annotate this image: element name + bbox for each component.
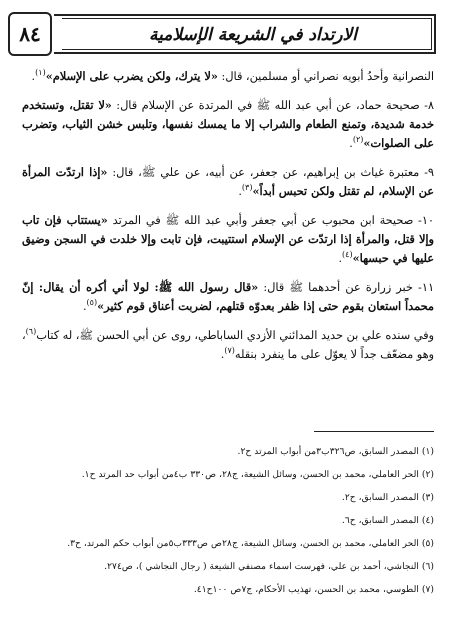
paragraph: ١٠- صحيحة ابن محبوب عن أبي جعفر وأبي عبد الله ﷺ في المرتد «يستتاب فإن تاب وإلا قتل، والمرأة إذا ارتدّت عن الإسلام استتيبت، فإن تابت وإلا خلدت في السجن وضيق عليها في حبسها»$^{(٤)}$. — [22, 213, 434, 265]
footnote-ref: (٧) — [224, 346, 235, 356]
footnote-separator — [314, 431, 434, 432]
footnote-ref: (٢) — [352, 135, 364, 145]
footnote: (٤) المصدر السابق، ح٦. — [341, 515, 434, 526]
footnote-ref: (٣) — [241, 183, 253, 193]
footnote-ref: (٥) — [86, 298, 98, 308]
body-text — [22, 67, 434, 364]
footnote-ref: (٦) — [25, 327, 37, 337]
page-header — [4, 8, 444, 62]
footnote: (٣) المصدر السابق، ح٢. — [341, 492, 434, 503]
running-title: الارتداد في الشريعة الإسلامية — [149, 25, 357, 45]
page-number: ٨٤ — [8, 12, 52, 56]
paragraph: ٩- معتبرة غياث بن إبراهيم، عن جعفر، عن أبيه، عن علي ﷺ، قال: «إذا ارتدّت المرأة عن الإسلام، لم تقتل ولكن تحبس أبداً»$^{(٣)}$. — [22, 165, 434, 198]
footnote: (٥) الحر العاملي، محمد بن الحسن، وسائل الشيعة، ج٢٨ص ص٣٣٣ب٥من أبواب حكم المرتد، ح٣. — [67, 538, 434, 549]
footnote: (٧) الطوسي، محمد بن الحسن، تهذيب الأحكام، ج٧ص ١٠٠ح٤١. — [193, 584, 434, 595]
paragraph: ١١- خبر زرارة عن أحدهما ﷺ قال: «قال رسول الله ﷺ: لولا أني أكره أن يقال: إنّ محمداً استعان بقوم حتى إذا ظفر بعدوّه قتلهم، لضربت أعناق قوم كثير»$^{(٥)}$. — [22, 280, 435, 313]
paragraph: ٨- صحيحة حماد، عن أبي عبد الله ﷺ في المرتدة عن الإسلام قال: «لا تقتل، وتستخدم خدمة شديدة، وتمنع الطعام والشراب إلا ما يمسك نفسها، وتلبس خشن الثياب، وتضرب على الصلوات»$^{(٢)}$. — [22, 98, 434, 150]
footnote: (١) المصدر السابق، ص٣٢٦ب٣من أبواب المرتد ح٢. — [237, 446, 434, 457]
footnote-ref: (١) — [35, 68, 46, 78]
footnote: (٦) النجاشي، أحمد بن علي، فهرست اسماء مصنفي الشيعة ( رجال النجاشي )، ص٢٧٤. — [104, 561, 434, 572]
footnote: (٢) الحر العاملي، محمد بن الحسن، وسائل الشيعة، ج٢٨، ص٣٣٠ ب٤من أبواب حد المرتد ح١. — [81, 469, 434, 480]
footnotes — [22, 440, 434, 601]
footnote-ref: (٤) — [342, 250, 353, 260]
paragraph: النصرانية وأحدُ أبويه نصراني أو مسلمين، قال: «لا يترك، ولكن يضرب على الإسلام»$^{(١)}$. — [31, 68, 434, 83]
paragraph: وفي سنده علي بن حديد المدائني الأزدي الساباطي، روى عن أبي الحسن ﷺ، له كتاب$^{(٦)}$، وهو مضعّف جداً لا يعوّل على ما ينفرد بنقله$^{(٧)}$. — [22, 327, 434, 361]
